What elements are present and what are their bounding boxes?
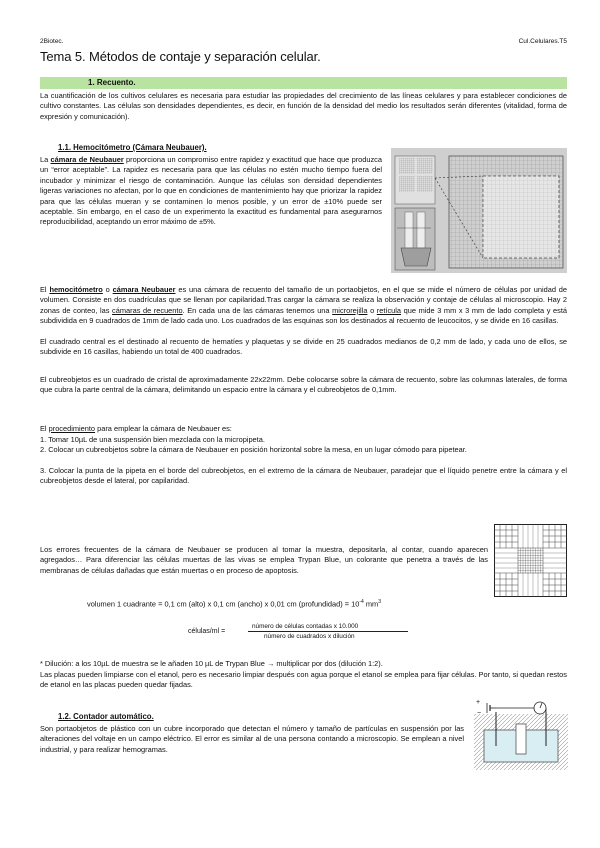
procedure-step-3: 3. Colocar la punta de la pipeta en el borde del cubreobjetos, en el extremo de la cámara de Neubauer, paradejar que el líquido penetre entre la cámara y el cubreobjetos desde el lateral, por capilaridad.: [40, 466, 567, 486]
procedure-step-1: 1. Tomar 10µL de una suspensión bien mezclada con la micropipeta.: [40, 435, 265, 444]
header-left: 2Biotec.: [40, 38, 64, 45]
header-right: Cul.Celulares.T5: [518, 38, 567, 45]
plus-sign: +: [476, 699, 481, 706]
subsection-hemocitometro-heading: 1.1. Hemocitómetro (Cámara Neubauer).: [58, 143, 207, 152]
formula-numerator: número de células contadas x 10.000: [252, 623, 359, 630]
neubauer-term: cámara de Neubauer: [50, 155, 124, 164]
cleaning-paragraph: Las placas pueden limpiarse con el etanol, pero es necesario limpiar después con agua porque el etanol se emplea para fijar células. Por tanto, si quedan restos de etanol en las placas pueden quedar fijadas.: [40, 670, 567, 690]
fraction-bar: [248, 631, 408, 632]
contador-paragraph: Son portaobjetos de plástico con un cubre incorporado que detectan el número y tamaño de partículas en suspensión por las alteraciones del voltaje en un campo eléctrico. El error es similar al de una persona contando a microscopio. Se emplean a nivel industrial, y para realizar hemogramas.: [40, 724, 464, 754]
hemocitometro-paragraph: El hemocitómetro o cámara Neubauer es una cámara de recuento del tamaño de un portaobjetos, en el que se mide el número de células por unidad de volumen. Consiste en dos cuadrículas que se llenan por capilaridad.Tras cargar la cámara se realiza la observación y contaje de células al microscopio. Hay 2 zonas de conteo, las cámaras de recuento. En cada una de las cámaras tenemos una microrejilla o retícula que mide 3 mm x 3 mm de lado completa y está subdividida en 9 cuadrados de 1mm de lado cada uno. Los cuadrados de las esquinas son los destinados al recuento de leucocitos, y se divide en 16 casillas.: [40, 285, 568, 326]
intro-paragraph: La cuantificación de los cultivos celulares es necesaria para estudiar las propiedades del crecimiento de las líneas celulares y para establecer condiciones de cultivo constantes. Las células son densidades dependientes, es decir, en función de la densidad del medio los resultados serán diferentes (vitalidad, forma de expresión y comunicación).: [40, 91, 567, 121]
procedure-intro: El procedimiento para emplear la cámara de Neubauer es:: [40, 424, 232, 433]
section-recuento-label: 1. Recuento.: [88, 78, 136, 87]
minus-sign: −: [477, 710, 482, 717]
cuadrado-central-paragraph: El cuadrado central es el destinado al recuento de hematíes y plaquetas y se divide en 25 cuadrados medianos de 0,2 mm de lado, y cada uno de ellos, se subdivide en 16 casillas, habiendo un total de 400 cuadrados.: [40, 337, 567, 357]
volume-formula: volumen 1 cuadrante = 0,1 cm (alto) x 0,1 cm (ancho) x 0,01 cm (profundidad) = $10^{-4}$ $mm^3$: [87, 599, 381, 609]
neubauer-intro-paragraph: La cámara de Neubauer proporciona un compromiso entre rapidez y exactitud que hace que produzca un “error aceptable”. La rapidez es necesaria para que las células no estén mucho tiempo fuera del incubador y minimizar el riesgo de contaminación. Aunque las células son densidad dependientes ligeras variaciones no afectan, por lo que en condiciones de mantenimiento hay que priorizar la rapidez para que las células mueran y se contaminen lo menos posible, y un error de ±10% puede ser aceptable. Sin embargo, en el caso de un experimento la exactitud es fundamental para asegurarnos reproducibilidad, aceptando un error máximo de ±5%.: [40, 155, 382, 227]
neubauer-chamber-image: [391, 148, 567, 273]
subsection-contador-heading: 1.2. Contador automático.: [58, 712, 154, 721]
procedure-step-2: 2. Colocar un cubreobjetos sobre la cámara de Neubauer en posición horizontal sobre la mesa, en un lugar cómodo para pipetear.: [40, 445, 467, 454]
page-title: Tema 5. Métodos de contaje y separación celular.: [40, 49, 321, 64]
dilution-note: * Dilución: a los 10µL de muestra se le añaden 10 µL de Trypan Blue → multiplicar por dos (dilución 1:2).: [40, 659, 383, 668]
formula-denominator: número de cuadrados x dilución: [264, 633, 355, 640]
section-recuento-heading: [40, 77, 567, 89]
cubreobjetos-paragraph: El cubreobjetos es un cuadrado de cristal de aproximadamente 22x22mm. Debe colocarse sobre la cámara de recuento, sobre las columnas laterales, de forma que cubra la parte central de la cámara, delimitando un espacio entre la cámara y el cubreobjetos de 0,1mm.: [40, 375, 567, 395]
automatic-counter-diagram: [474, 700, 568, 770]
formula-lhs: células/ml =: [188, 628, 226, 635]
counting-grid-image: [494, 524, 567, 597]
errores-paragraph: Los errores frecuentes de la cámara de Neubauer se producen al tomar la muestra, depositarla, al contar, cuando aparecen agregados… Para diferenciar las células muertas de las vivas se emplea Trypan Blue, un colorante que penetra a través de las membranas de células dañadas que están muertas o en proceso de apoptosis.: [40, 545, 488, 575]
